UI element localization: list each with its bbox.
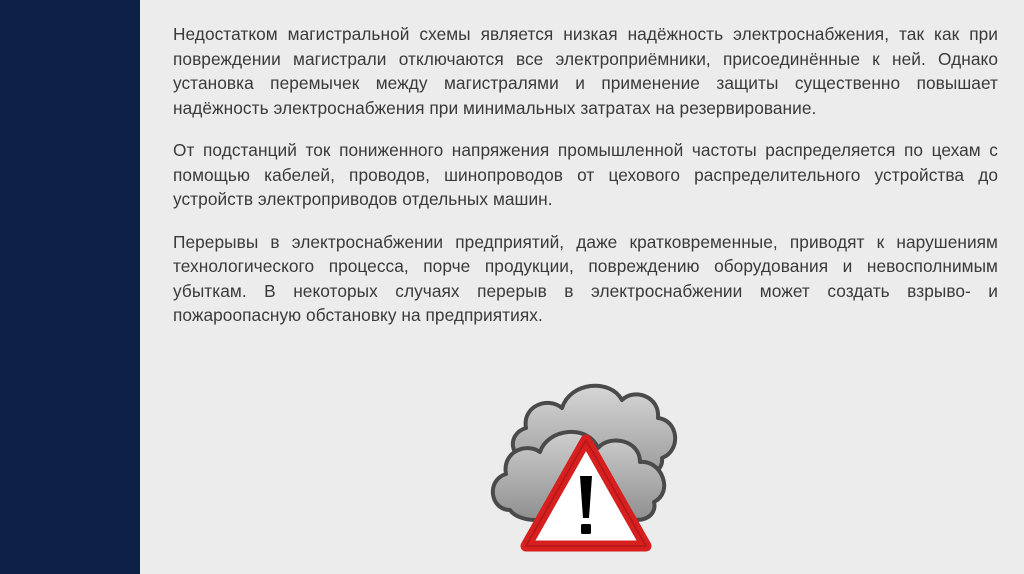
paragraph-2: От подстанций ток пониженного напряжения промышленной частоты распределяется по цехам с помощью кабелей, проводов, шинопроводов от цехового распределительного устройства до устройств электроприводов отдельных машин. — [173, 140, 998, 209]
storm-warning-icon — [482, 368, 694, 558]
text-content — [173, 22, 998, 346]
paragraph-3: Перерывы в электроснабжении предприятий, даже кратковременные, приводят к нарушениям технологического процесса, порче продукции, повреждению оборудования и невосполнимым убыткам. В некоторых случаях перерыв в электроснабжении может создать взрыво- и пожароопасную обстановку на предприятиях. — [173, 231, 998, 325]
paragraph-1: Недостатком магистральной схемы является низкая надёжность электроснабжения, так как при повреждении магистрали отключаются все электроприёмники, присоединённые к ней. Однако установка перемычек между магистралями и применение защиты существенно повышает надёжность электроснабжения при минимальных затратах на резервирование. — [173, 24, 998, 118]
sidebar-band — [0, 0, 140, 574]
